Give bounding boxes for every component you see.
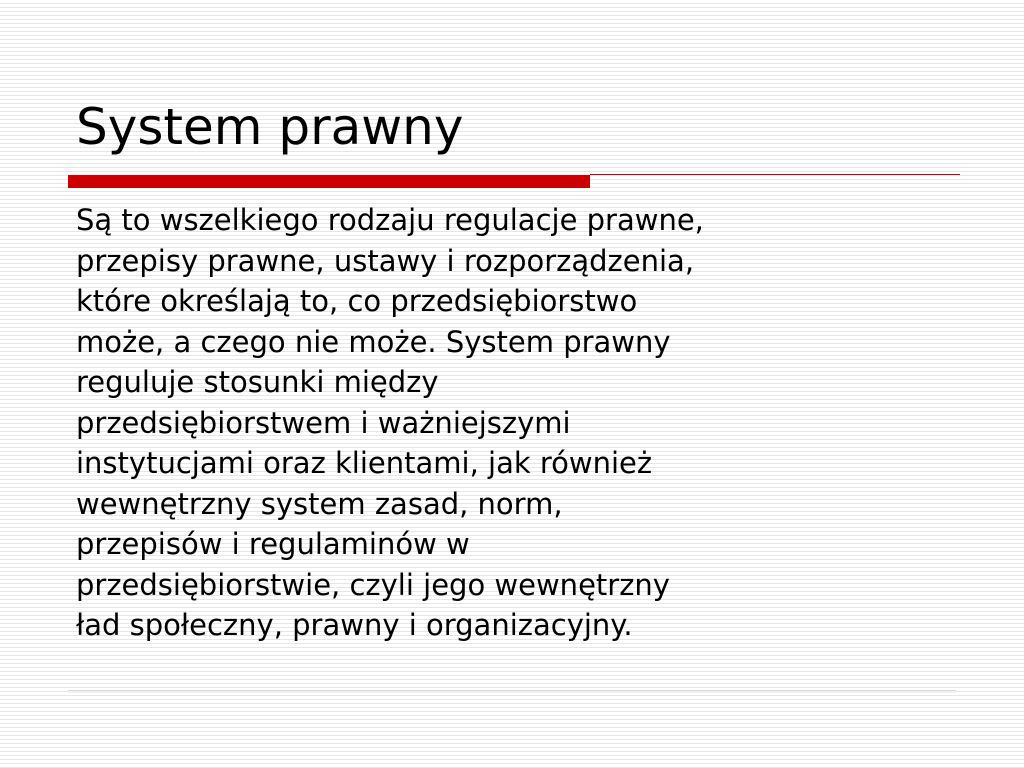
footer-divider (68, 690, 956, 693)
body-line: wewnętrzny system zasad, norm, (76, 486, 563, 521)
title-underline-accent (68, 175, 590, 188)
body-line: instytucjami oraz klientami, jak również (76, 446, 653, 480)
body-line: przepisy prawne, ustawy i rozporządzenia, (76, 243, 695, 278)
body-line: przedsiębiorstwem i ważniejszymi (76, 405, 571, 440)
body-line: reguluje stosunki między (76, 365, 439, 399)
body-line: które określają to, co przedsiębiorstwo (76, 284, 638, 318)
title-underline-thin (590, 174, 960, 175)
body-line: Są to wszelkiego rodzaju regulacje prawne, (76, 203, 704, 237)
slide-title: System prawny (76, 98, 464, 156)
body-line: ład społeczny, prawny i organizacyjny. (76, 608, 633, 642)
body-line: może, a czego nie może. System prawny (76, 324, 671, 359)
body-line: przedsiębiorstwie, czyli jego wewnętrzny (76, 567, 670, 602)
body-line: przepisów i regulaminów w (76, 527, 470, 561)
body-paragraph (76, 200, 1008, 646)
